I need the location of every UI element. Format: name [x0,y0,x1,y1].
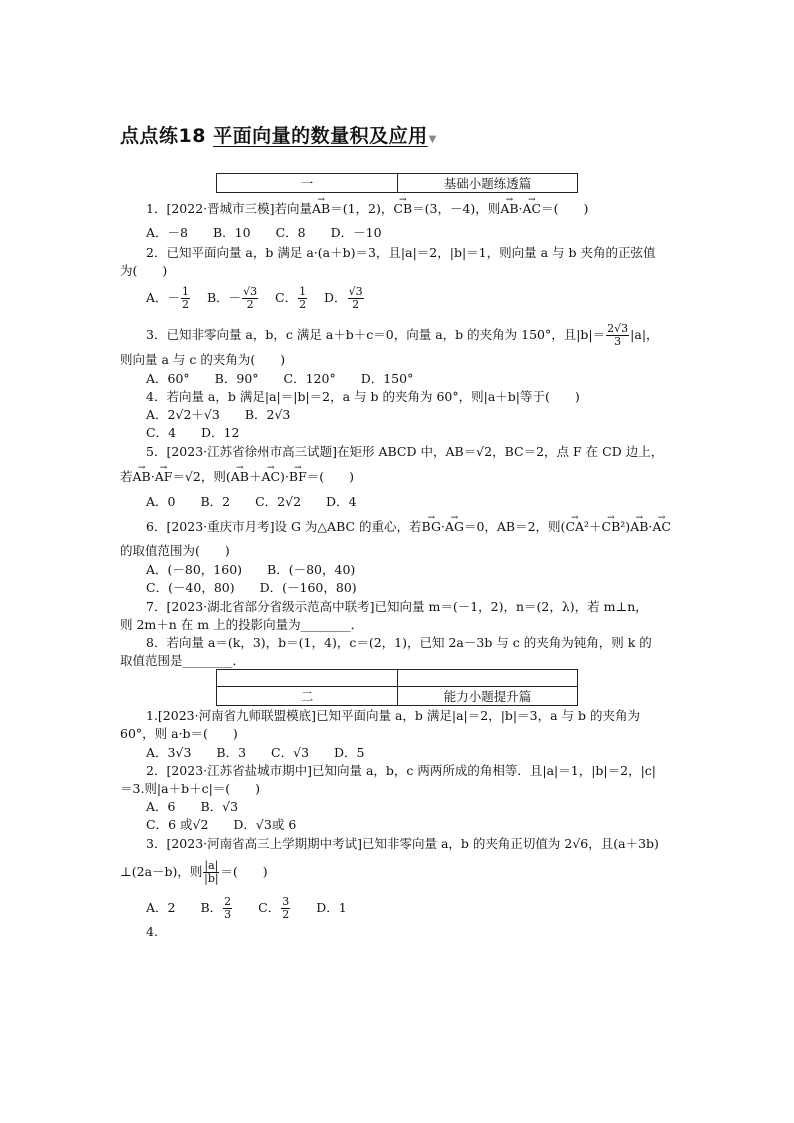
problem-1-cont: 60°，则 a·b＝( ) [120,726,238,741]
question-3: 3．已知非零向量 a，b，c 满足 a＋b＋c＝0，向量 a，b 的夹角为 150°，且|b|＝ $\frac{2√3}{3}$ |a|， [146,322,659,348]
question-6-options-2: C．(－40，80) D．(－160，80) [146,580,357,595]
question-1: 1．[2022·晋城市三模]若向量→ AB＝(1，2)，→ CB＝(3，－4)，则→ AB·→ AC＝( ) [146,201,588,217]
section-header-advanced [216,669,578,706]
page-title [120,121,437,148]
section-name: 基础小题练透篇 [398,174,578,193]
question-5: 5．[2023·江苏省徐州市高三试题]在矩形 ABCD 中，AB＝√2，BC＝2，点 F 在 CD 边上， [146,444,664,459]
title-prefix: 点点练 [120,125,179,147]
question-5-options: A．0 B．2 C．2√2 D．4 [146,494,357,509]
question-3-options: A．60° B．90° C．120° D．150° [146,371,414,386]
question-6-options-1: A．(－80，160) B．(－80，40) [146,562,356,577]
question-1-options: A．－8 B．10 C．8 D．－10 [146,225,382,240]
title-text: 平面向量的数量积及应用 [213,125,428,147]
problem-3-cont: ⊥(2a－b)，则 $\frac{|a|}{|b|}$ ＝( ) [120,859,268,885]
problem-2: 2．[2023·江苏省盐城市期中]已知向量 a，b，c 两两所成的角相等．且|a|＝1，|b|＝2，|c| [146,763,657,778]
question-8-cont: 取值范围是________． [120,653,246,668]
section-number: 一 [217,174,398,193]
problem-4: 4. [146,924,158,939]
problem-2-cont: ＝3.则|a＋b＋c|＝( ) [120,781,261,796]
question-6-cont: 的取值范围为( ) [120,543,230,558]
question-7: 7．[2023·湖北省部分省级示范高中联考]已知向量 m＝(－1，2)，n＝(2，λ)，若 m⊥n， [146,599,648,614]
problem-3: 3．[2023·河南省高三上学期期中考试]已知非零向量 a，b 的夹角正切值为 2√6，且(a＋3b) [146,836,659,851]
title-number: 18 [178,125,206,147]
question-4: 4．若向量 a，b 满足|a|＝|b|＝2，a 与 b 的夹角为 60°，则|a＋b|等于( ) [146,389,580,404]
question-4-options-1: A．2√2＋√3 B．2√3 [146,407,291,422]
section-header-basic [216,173,578,193]
question-2-options: A．－ $\frac{1}{2}$ B．－ $\frac{√3}{2}$ C． $\frac{1}{2}$ D． $\frac{√3}{2}$ [146,285,363,311]
question-4-options-2: C．4 D．12 [146,425,240,440]
problem-1: 1.[2023·河南省九师联盟模底]已知平面向量 a，b 满足|a|＝2，|b|＝3，a 与 b 的夹角为 [146,708,640,723]
title-marker-icon: ▼ [428,134,437,145]
problem-2-options-1: A．6 B．√3 [146,799,239,814]
question-6: 6．[2023·重庆市月考]设 G 为△ABC 的重心，若→ BG·→ AG＝0，AB＝2，则(→ CA²＋→ CB²)→ AB·→ AC [146,519,671,535]
question-3-cont: 则向量 a 与 c 的夹角为( ) [120,352,286,367]
section-name: 能力小题提升篇 [398,687,578,706]
question-8: 8．若向量 a＝(k，3)，b＝(1，4)，c＝(2，1)，已知 2a－3b 与 c 的夹角为钝角，则 k 的 [146,635,652,650]
question-2: 2．已知平面向量 a，b 满足 a·(a＋b)＝3，且|a|＝2，|b|＝1，则向量 a 与 b 夹角的正弦值 [146,245,656,260]
problem-1-options: A．3√3 B．3 C．√3 D．5 [146,745,365,760]
question-2-cont: 为( ) [120,263,168,278]
problem-3-options: A．2 B． $\frac{2}{3}$ C． $\frac{3}{2}$ D．1 [146,895,347,921]
section-number: 二 [217,687,398,706]
question-7-cont: 则 2m＋n 在 m 上的投影向量为________． [120,617,364,632]
problem-2-options-2: C．6 或√2 D．√3或 6 [146,817,297,832]
question-5-cont: 若→ AB·→ AF＝√2，则(→ AB＋→ AC)·→ BF＝( ) [120,469,354,485]
